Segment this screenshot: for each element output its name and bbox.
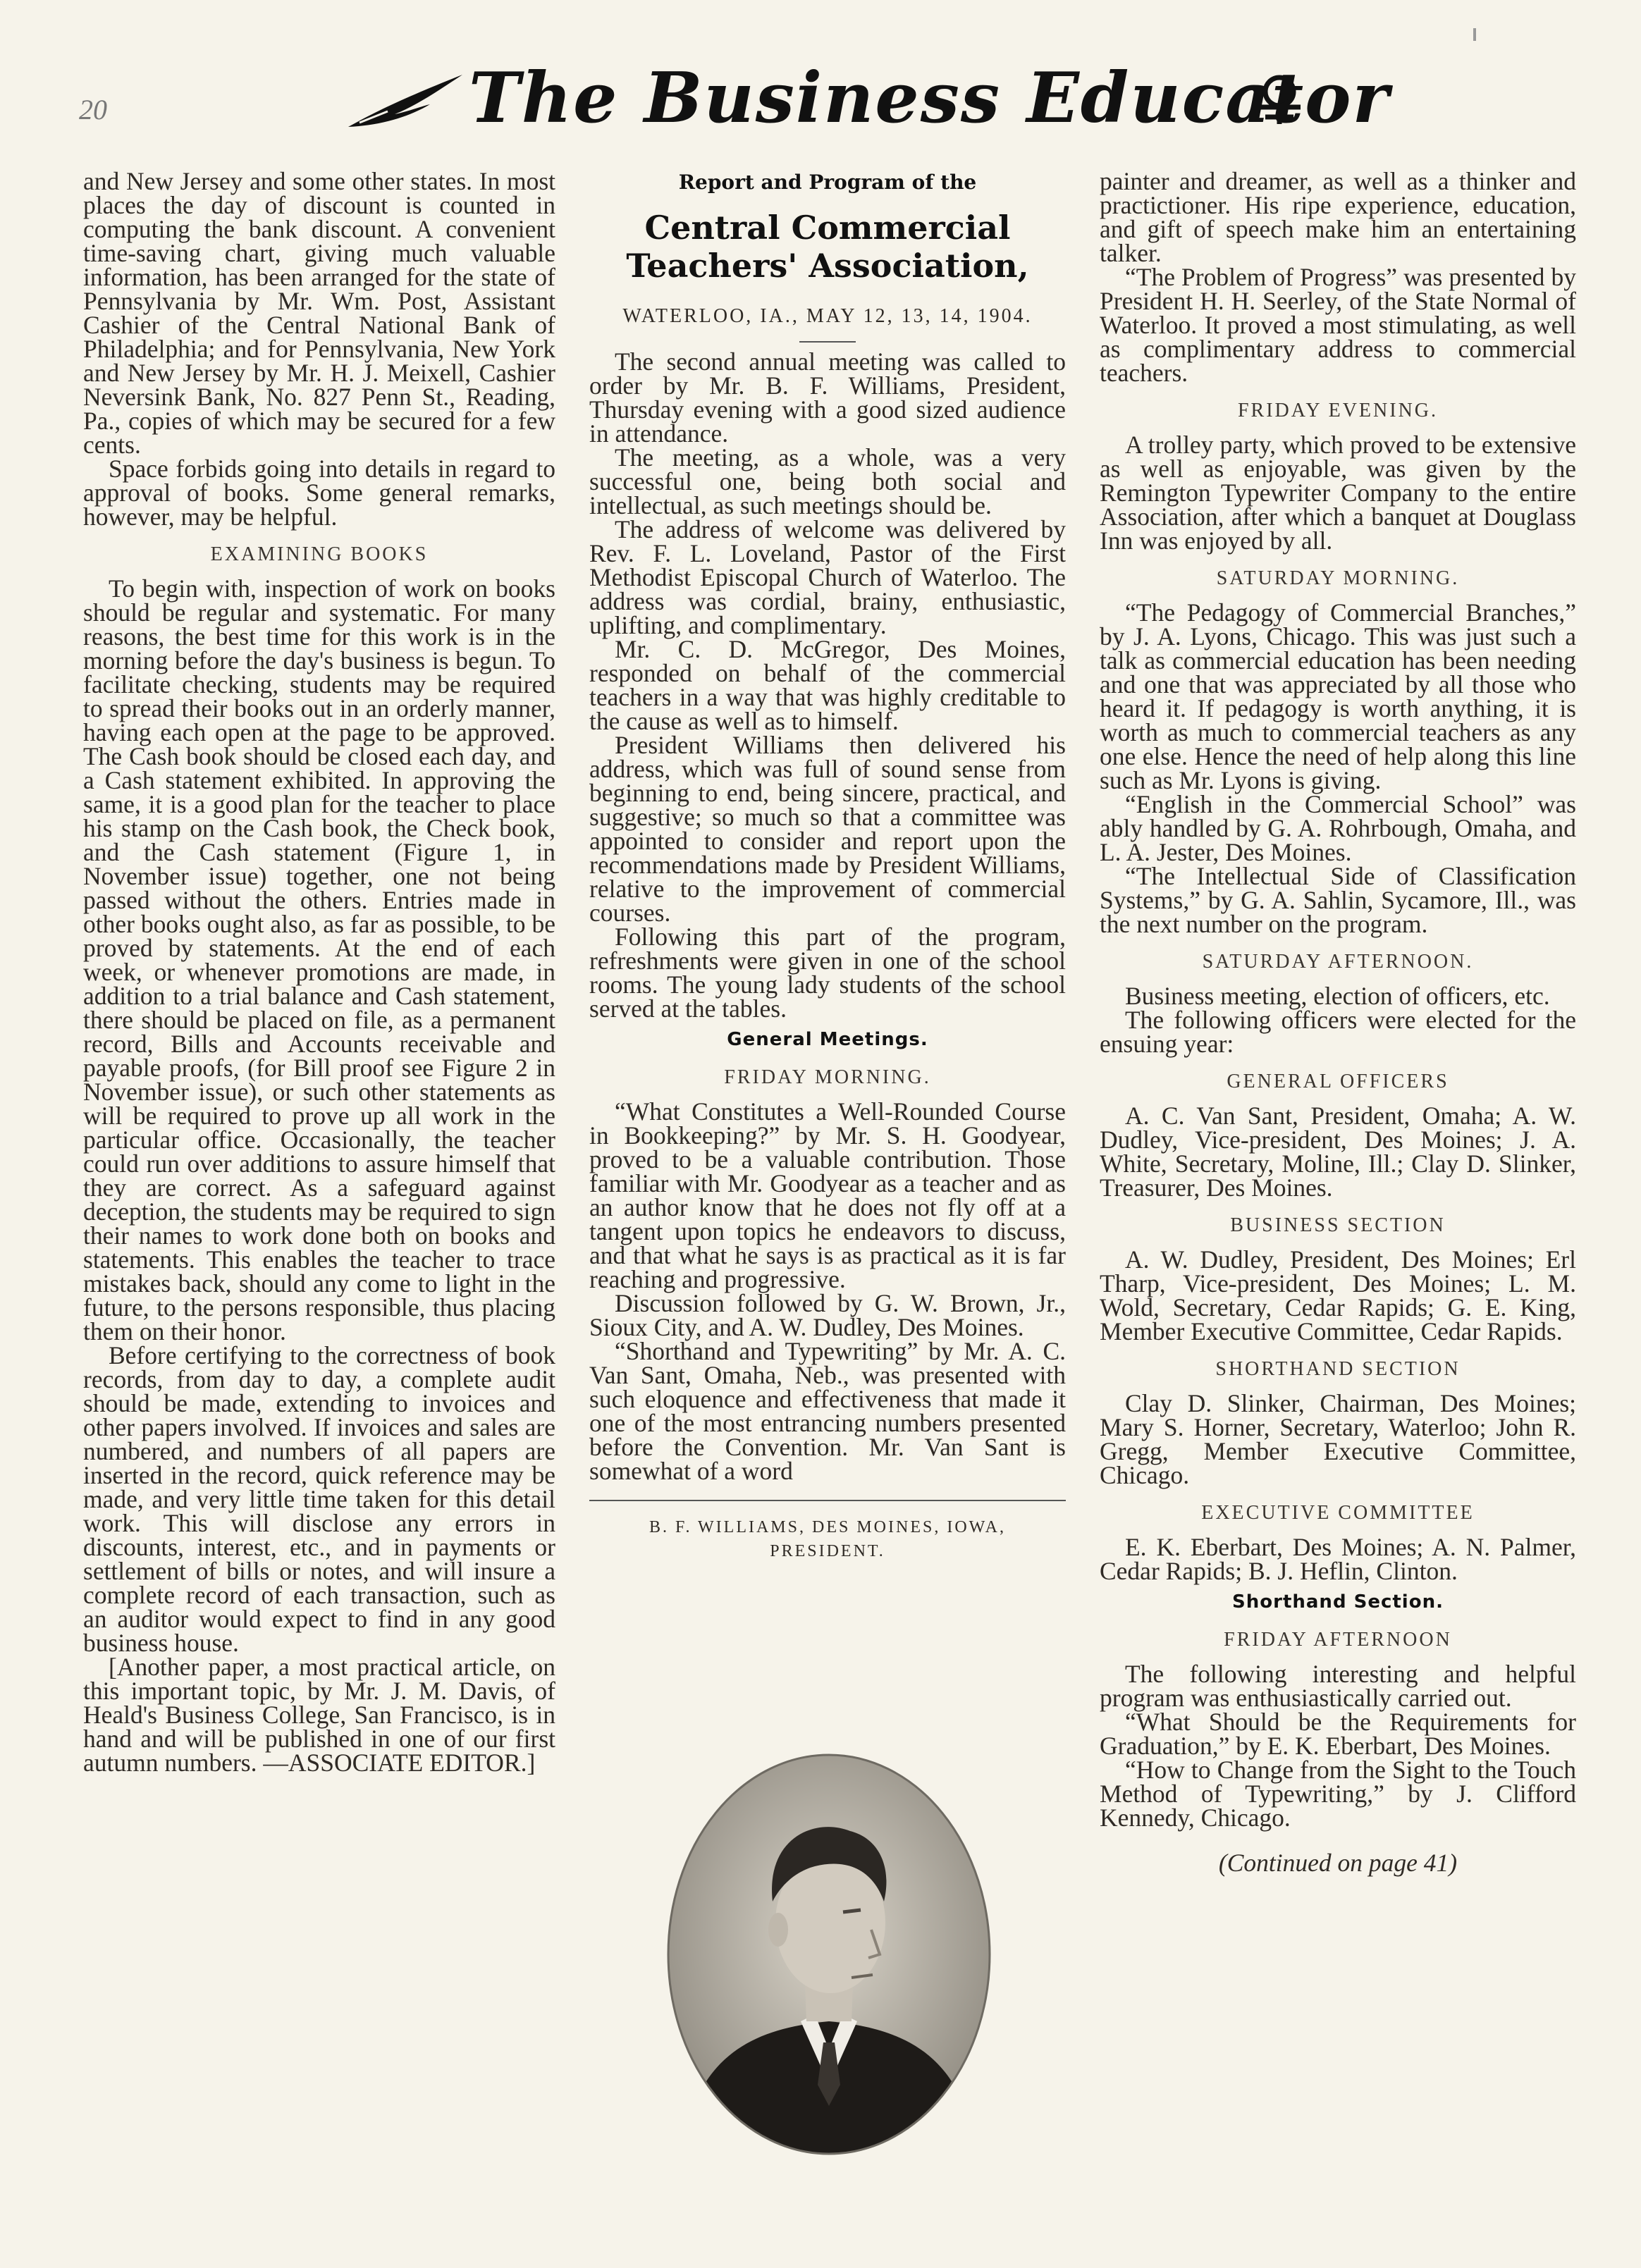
- quill-pen-icon: [345, 70, 465, 137]
- paragraph: Business meeting, election of officers, etc.: [1125, 982, 1550, 1010]
- paragraph: The address of welcome was delivered by Rev. F. L. Loveland, Pastor of the First Methodist Episcopal Church of Waterloo. The address was cordial, brainy, enthusiastic, uplifting, and complimentary.: [589, 515, 1066, 639]
- masthead-title: The Business Educator: [469, 58, 1391, 139]
- column-2: [589, 169, 1066, 1563]
- paragraph: and New Jersey and some other states. In most places the day of discount is counted in computing the bank discount. A convenient time-saving chart, giving much valuable information, has been arranged for the state of Pennsylvania by Mr. Wm. Post, Assistant Cashier of the Central National Bank of Philadelphia; and for Pennsylvania, New York and New Jersey by Mr. H. J. Meixell, Cashier Neversink Bank, No. 827 Penn St., Reading, Pa., copies of which may be secured for a few cents.: [83, 167, 555, 459]
- subsection-heading: BUSINESS SECTION: [1230, 1214, 1446, 1236]
- edge-mark: [1473, 28, 1476, 41]
- section-heading: General Meetings.: [727, 1029, 928, 1050]
- paragraph: “What Constitutes a Well-Rounded Course in Bookkeeping?” by Mr. S. H. Goodyear, proved to be a valuable contribution. Those familiar with Mr. Goodyear as a teacher and as an author know that he does not fly off at a tangent upon topics he endeavors to discuss, and that what he says is as practical as it is far reaching and progressive.: [589, 1097, 1066, 1293]
- paragraph: A. C. Van Sant, President, Omaha; A. W. Dudley, Vice-president, Des Moines; J. A. White, Secretary, Moline, Ill.; Clay D. Slinker, Treasurer, Des Moines.: [1100, 1102, 1576, 1202]
- continued-note: (Continued on page 41): [1218, 1849, 1458, 1877]
- paragraph: To begin with, inspection of work on books should be regular and systematic. For many reasons, the best time for this work is in the morning before the day's business is begun. To facilitate checking, students may be required to spread their books out in an orderly manner, having each open at the page to be approved. The Cash book should be closed each day, and a Cash statement exhibited. In approving the same, it is a good plan for the teacher to place his stamp on the Cash book, the Check book, and the Cash statement (Figure 1, in November issue) together, one not being passed without the others. Entries made in other books ought also, as far as possible, to be proved by statements. At the end of each week, or whenever promotions are made, in addition to a trial balance and Cash statement, there should be placed on file, as a permanent record, Bills and Accounts receivable and payable proofs, (for Bill proof see Figure 2 in November issue), or such other statements as will be required to prove up all work in the particular office. Occasionally, the teacher could run over additions to assure himself that they are correct. As a safeguard against deception, the students may be required to sign their names to work done both on books and statements. This enables the teacher to trace mistakes back, should any come to light in the future, to the persons responsible, thus placing them on their honor.: [83, 574, 555, 1345]
- report-subtitle: Report and Program of the: [678, 171, 977, 194]
- column-1: [83, 169, 555, 1775]
- paragraph: “The Problem of Progress” was presented by President H. H. Seerley, of the State Normal of Waterloo. It proved a most stimulating, as well as complimentary address to commercial teachers.: [1100, 263, 1576, 387]
- subsection-heading: FRIDAY EVENING.: [1237, 400, 1439, 421]
- subsection-heading: SATURDAY MORNING.: [1216, 567, 1460, 589]
- caption-line: B. F. WILLIAMS, DES MOINES, IOWA,: [649, 1518, 1006, 1536]
- editor-note: [Another paper, a most practical article, on this important topic, by Mr. J. M. Davis, of Heald's Business College, San Francisco, is in hand and will be published in one of our first autumn numbers. —ASSOCIATE EDITOR.]: [83, 1653, 555, 1777]
- divider: [589, 1500, 1066, 1501]
- subsection-heading: SHORTHAND SECTION: [1215, 1358, 1461, 1380]
- caption-line: PRESIDENT.: [770, 1542, 885, 1560]
- paragraph: Before certifying to the correctness of book records, from day to day, a complete audit should be made, extending to invoices and other papers involved. If invoices and sales are numbered, and numbers of all papers are inserted in the record, quick reference may be made, and very little time taken for this detail work. This will disclose any errors in discounts, interest, etc., and in payments or settlement of bills or notes, and will insure a complete record of each transaction, such as an auditor would expect to find in any good business house.: [83, 1341, 555, 1657]
- masthead: [0, 42, 1641, 183]
- paragraph: “The Intellectual Side of Classification Systems,” by G. A. Sahlin, Sycamore, Ill., was the next number on the program.: [1100, 862, 1576, 938]
- section-heading: EXAMINING BOOKS: [210, 543, 429, 565]
- paragraph: Mr. C. D. McGregor, Des Moines, responded on behalf of the commercial teachers in a way that was highly creditable to the cause as well as to himself.: [589, 635, 1066, 735]
- paragraph: “Shorthand and Typewriting” by Mr. A. C. Van Sant, Omaha, Neb., was presented with such eloquence and effectiveness that made it one of the most entrancing numbers presented before the Convention. Mr. Van Sant is somewhat of a word: [589, 1337, 1066, 1485]
- paragraph: The following interesting and helpful program was enthusiastically carried out.: [1100, 1660, 1576, 1712]
- paragraph: Space forbids going into details in regard to approval of books. Some general remarks, however, may be helpful.: [83, 455, 555, 531]
- paragraph: Clay D. Slinker, Chairman, Des Moines; Mary S. Horner, Secretary, Waterloo; John R. Gregg, Member Executive Committee, Chicago.: [1100, 1389, 1576, 1489]
- subsection-heading: FRIDAY AFTERNOON: [1224, 1629, 1452, 1651]
- fleuron-icon: [1251, 70, 1308, 130]
- subsection-heading: SATURDAY AFTERNOON.: [1202, 951, 1474, 973]
- paragraph: A trolley party, which proved to be extensive as well as enjoyable, was given by the Remington Typewriter Company to the entire Association, after which a banquet at Douglass Inn was enjoyed by all.: [1100, 431, 1576, 555]
- paragraph: “The Pedagogy of Commercial Branches,” by J. A. Lyons, Chicago. This was just such a talk as commercial education has been needing and one that was appreciated by all those who heard it. If pedagogy is worth anything, it is worth as much to commercial teachers as any one else. Hence the need of help along this line such as Mr. Lyons is giving.: [1100, 598, 1576, 794]
- paragraph: A. W. Dudley, President, Des Moines; Erl Tharp, Vice-president, Des Moines; L. M. Wold, Secretary, Cedar Rapids; G. E. King, Member Executive Committee, Cedar Rapids.: [1100, 1245, 1576, 1345]
- paragraph: painter and dreamer, as well as a thinker and practictioner. His ripe experience, education, and gift of speech make him an entertaining talker.: [1100, 167, 1576, 267]
- subsection-heading: GENERAL OFFICERS: [1227, 1071, 1449, 1092]
- portrait-caption: [589, 1515, 1066, 1563]
- short-rule: [799, 341, 856, 343]
- paragraph: E. K. Eberbart, Des Moines; A. N. Palmer, Cedar Rapids; B. J. Heflin, Clinton.: [1100, 1533, 1576, 1585]
- dateline: WATERLOO, IA., MAY 12, 13, 14, 1904.: [622, 305, 1033, 327]
- paragraph: The following officers were elected for the ensuing year:: [1100, 1006, 1576, 1058]
- column-3: [1100, 169, 1576, 1875]
- portrait-photo: [667, 1754, 991, 2159]
- report-title: Central Commercial Teachers' Association,: [626, 209, 1029, 285]
- paragraph: The meeting, as a whole, was a very successful one, being both social and intellectual, as such meetings should be.: [589, 443, 1066, 519]
- paragraph: “How to Change from the Sight to the Touch Method of Typewriting,” by J. Clifford Kennedy, Chicago.: [1100, 1756, 1576, 1832]
- paragraph: Discussion followed by G. W. Brown, Jr., Sioux City, and A. W. Dudley, Des Moines.: [589, 1289, 1066, 1341]
- paragraph: The second annual meeting was called to order by Mr. B. F. Williams, President, Thursday evening with a good sized audience in attendance.: [589, 347, 1066, 448]
- page-number: 20: [79, 94, 107, 125]
- paragraph: President Williams then delivered his address, which was full of sound sense from beginning to end, being sincere, practical, and suggestive; so much so that a committee was appointed to consider and report upon the recommendations made by President Williams, relative to the improvement of commercial courses.: [589, 731, 1066, 927]
- subsection-heading: FRIDAY MORNING.: [724, 1066, 931, 1088]
- section-heading: Shorthand Section.: [1232, 1591, 1444, 1613]
- subsection-heading: EXECUTIVE COMMITTEE: [1201, 1502, 1475, 1524]
- paragraph: Following this part of the program, refreshments were given in one of the school rooms. The young lady students of the school served at the tables.: [589, 923, 1066, 1023]
- paragraph: “What Should be the Requirements for Graduation,” by E. K. Eberbart, Des Moines.: [1100, 1708, 1576, 1760]
- paragraph: “English in the Commercial School” was ably handled by G. A. Rohrbough, Omaha, and L. A. Jester, Des Moines.: [1100, 790, 1576, 866]
